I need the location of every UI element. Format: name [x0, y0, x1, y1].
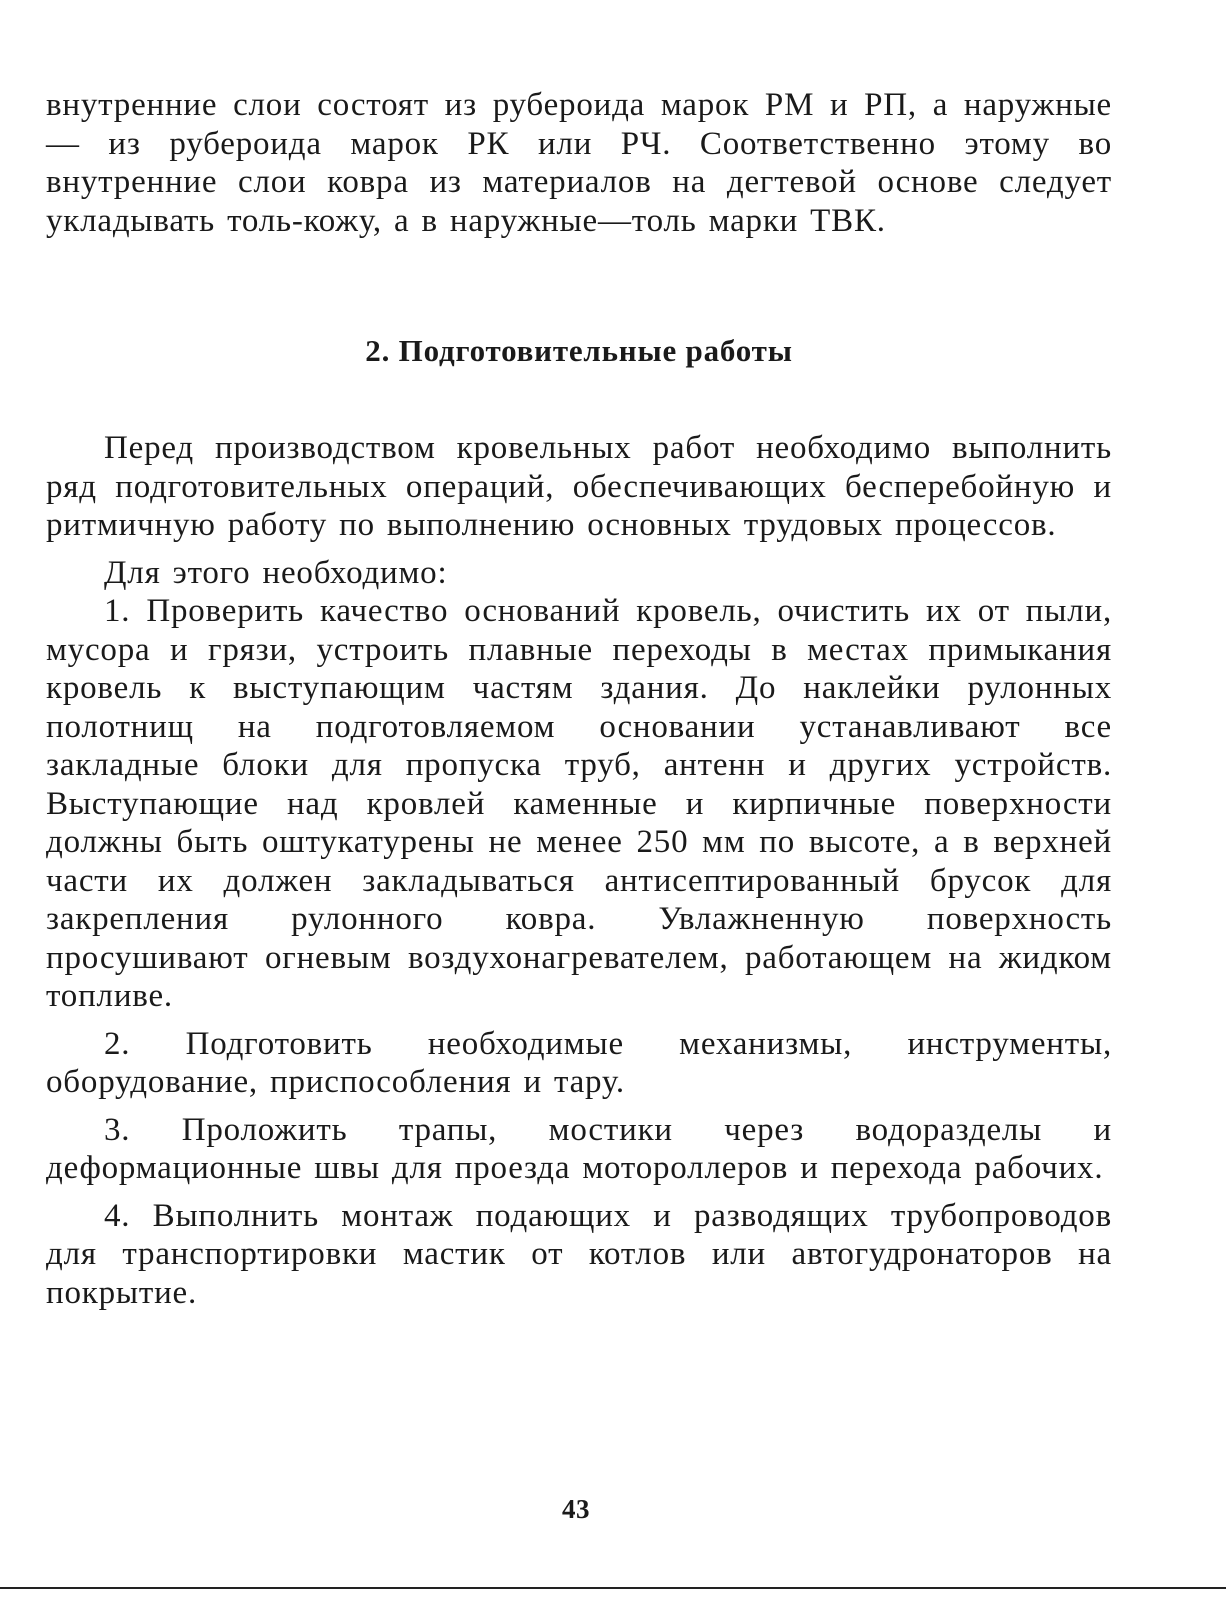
list-item-1: 1. Проверить качество оснований кровель, очистить их от пыли, мусора и грязи, устроить плавные переходы в местах примыкания кровель к выступающим частям здания. До наклейки рулонных полотнищ на подготовляемом основании устанавливают все закладные блоки для пропуска труб, антенн и других устройств. Выступающие над кровлей каменные и кирпичные поверхности должны быть оштукатурены не менее 250 мм по высоте, а в верхней части их должен закладываться антисептированный брусок для закрепления рулонного ковра. Увлажненную поверхность просушивают огневым воздухонагревателем, работающем на жидком топливе. — [46, 593, 1112, 1014]
section-heading: 2. Подготовительные работы — [365, 333, 793, 368]
paragraph-preparatory-operations: Перед производством кровельных работ необходимо выполнить ряд подготовительных операций, обеспечивающих бесперебойную и ритмичную работу по выполнению основных трудовых процессов. — [46, 430, 1112, 543]
page-number: 43 — [562, 1494, 590, 1524]
intro-paragraph: внутренние слои состоят из рубероида марок РМ и РП, а наружные — из рубероида марок РК или РЧ. Соответственно этому во внутренние слои ковра из материалов на дегтевой основе следует укладывать толь-кожу, а в наружные—толь марки ТВК. — [46, 87, 1112, 239]
book-page — [46, 86, 1112, 1312]
list-item-2: 2. Подготовить необходимые механизмы, инструменты, оборудование, приспособления и тару. — [46, 1025, 1112, 1100]
list-item-3: 3. Проложить трапы, мостики через водоразделы и деформационные швы для проезда мотороллеров и перехода рабочих. — [46, 1111, 1112, 1186]
paragraph-list-intro: Для этого необходимо: — [104, 554, 448, 591]
list-item-4: 4. Выполнить монтаж подающих и разводящих трубопроводов для транспортировки мастик от котлов или автогудронаторов на покрытие. — [46, 1197, 1112, 1311]
page-bottom-edge — [0, 1587, 1226, 1589]
